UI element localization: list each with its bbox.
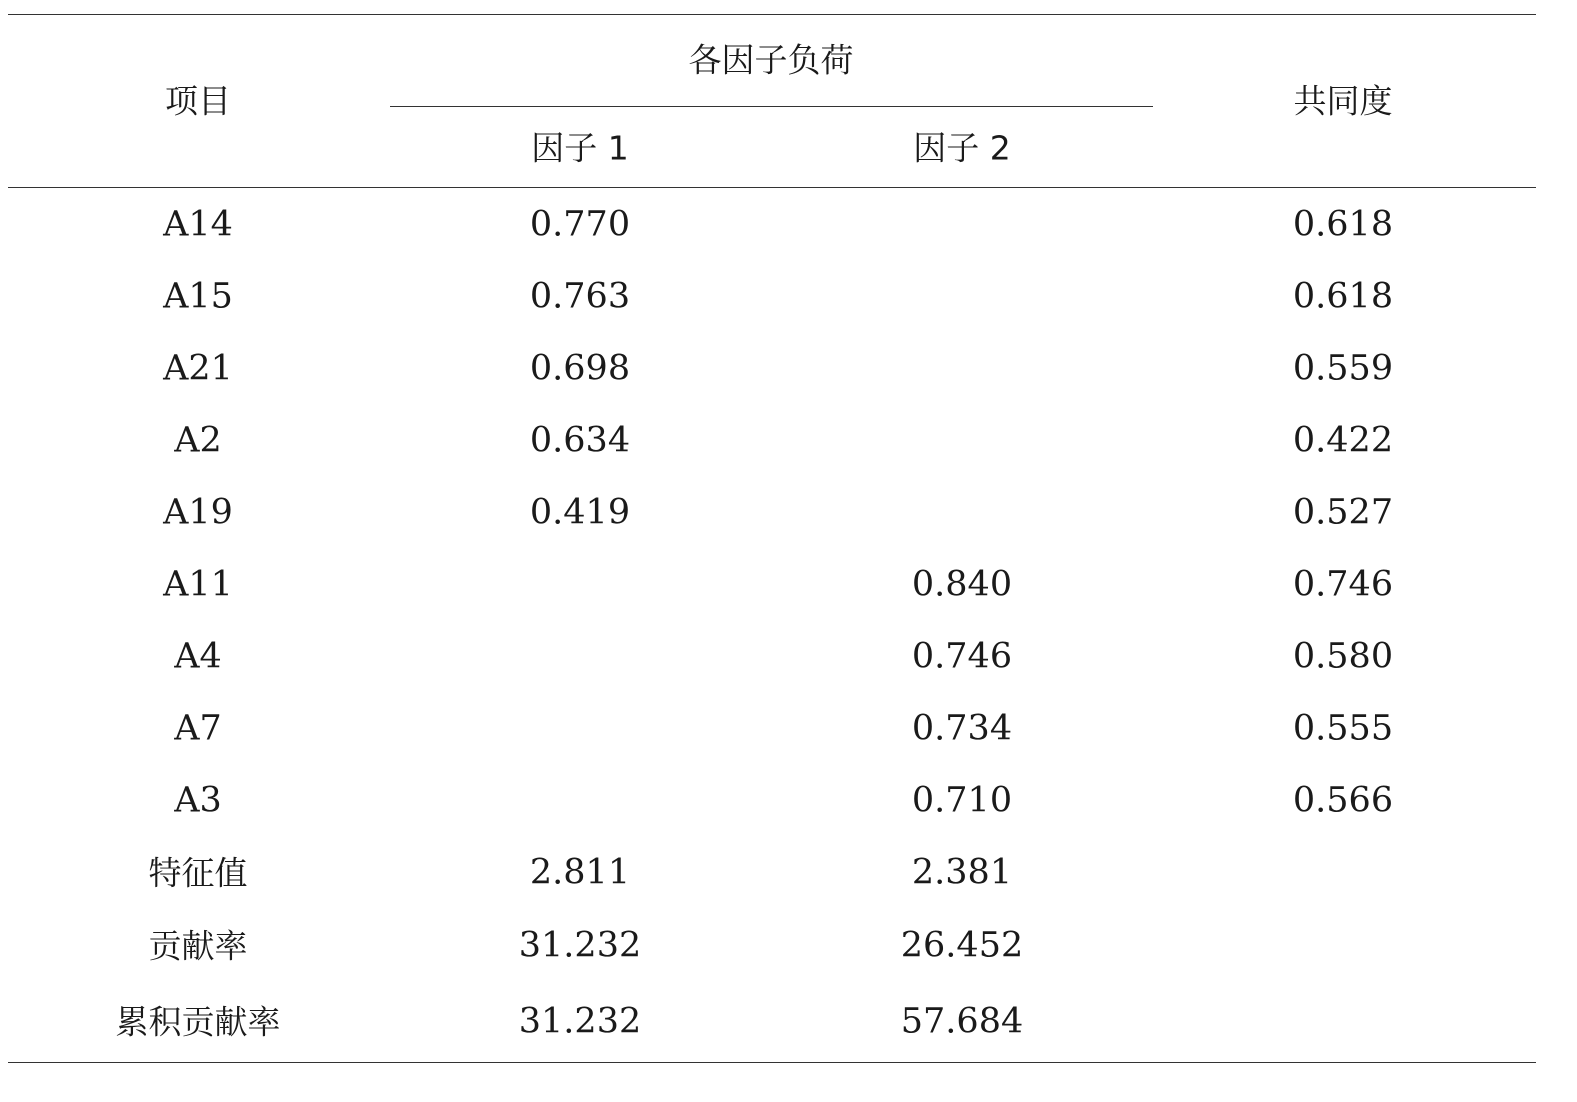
row-factor-2: 0.840 <box>911 564 1013 605</box>
group-header-rule <box>390 106 1153 107</box>
row-item: A19 <box>163 492 233 533</box>
row-factor-1: 0.698 <box>529 348 631 389</box>
header-item: 项目 <box>165 81 231 121</box>
summary-label-contribution: 贡献率 <box>148 926 248 966</box>
bottom-rule <box>8 1062 1536 1063</box>
summary-factor-2: 26.452 <box>900 925 1024 966</box>
summary-factor-1: 31.232 <box>518 1001 642 1042</box>
row-item: A4 <box>174 636 222 677</box>
row-factor-2: 0.734 <box>911 708 1013 749</box>
header-communality: 共同度 <box>1293 81 1393 121</box>
row-communality: 0.580 <box>1292 636 1394 677</box>
top-rule <box>8 14 1536 15</box>
row-item: A3 <box>174 780 222 821</box>
summary-factor-2: 57.684 <box>900 1001 1024 1042</box>
row-item: A11 <box>163 564 233 605</box>
row-factor-1: 0.419 <box>529 492 631 533</box>
summary-factor-1: 31.232 <box>518 925 642 966</box>
row-factor-2: 0.710 <box>911 780 1013 821</box>
summary-factor-1: 2.811 <box>529 852 631 893</box>
row-item: A15 <box>163 276 233 317</box>
row-factor-1: 0.763 <box>529 276 631 317</box>
row-communality: 0.527 <box>1292 492 1394 533</box>
row-communality: 0.555 <box>1292 708 1394 749</box>
summary-label-eigenvalue: 特征值 <box>148 853 248 893</box>
header-factor-loadings: 各因子负荷 <box>688 40 854 80</box>
row-item: A7 <box>174 708 222 749</box>
row-item: A14 <box>163 204 233 245</box>
row-factor-1: 0.634 <box>529 420 631 461</box>
header-bottom-rule <box>8 187 1536 188</box>
row-communality: 0.618 <box>1292 204 1394 245</box>
row-communality: 0.746 <box>1292 564 1394 605</box>
row-item: A2 <box>174 420 222 461</box>
row-factor-1: 0.770 <box>529 204 631 245</box>
summary-factor-2: 2.381 <box>911 852 1013 893</box>
header-factor-2: 因子 2 <box>913 128 1011 168</box>
row-communality: 0.618 <box>1292 276 1394 317</box>
row-communality: 0.422 <box>1292 420 1394 461</box>
header-factor-1: 因子 1 <box>531 128 629 168</box>
summary-label-cumulative: 累积贡献率 <box>115 1002 281 1042</box>
row-factor-2: 0.746 <box>911 636 1013 677</box>
row-communality: 0.566 <box>1292 780 1394 821</box>
row-communality: 0.559 <box>1292 348 1394 389</box>
row-item: A21 <box>163 348 233 389</box>
